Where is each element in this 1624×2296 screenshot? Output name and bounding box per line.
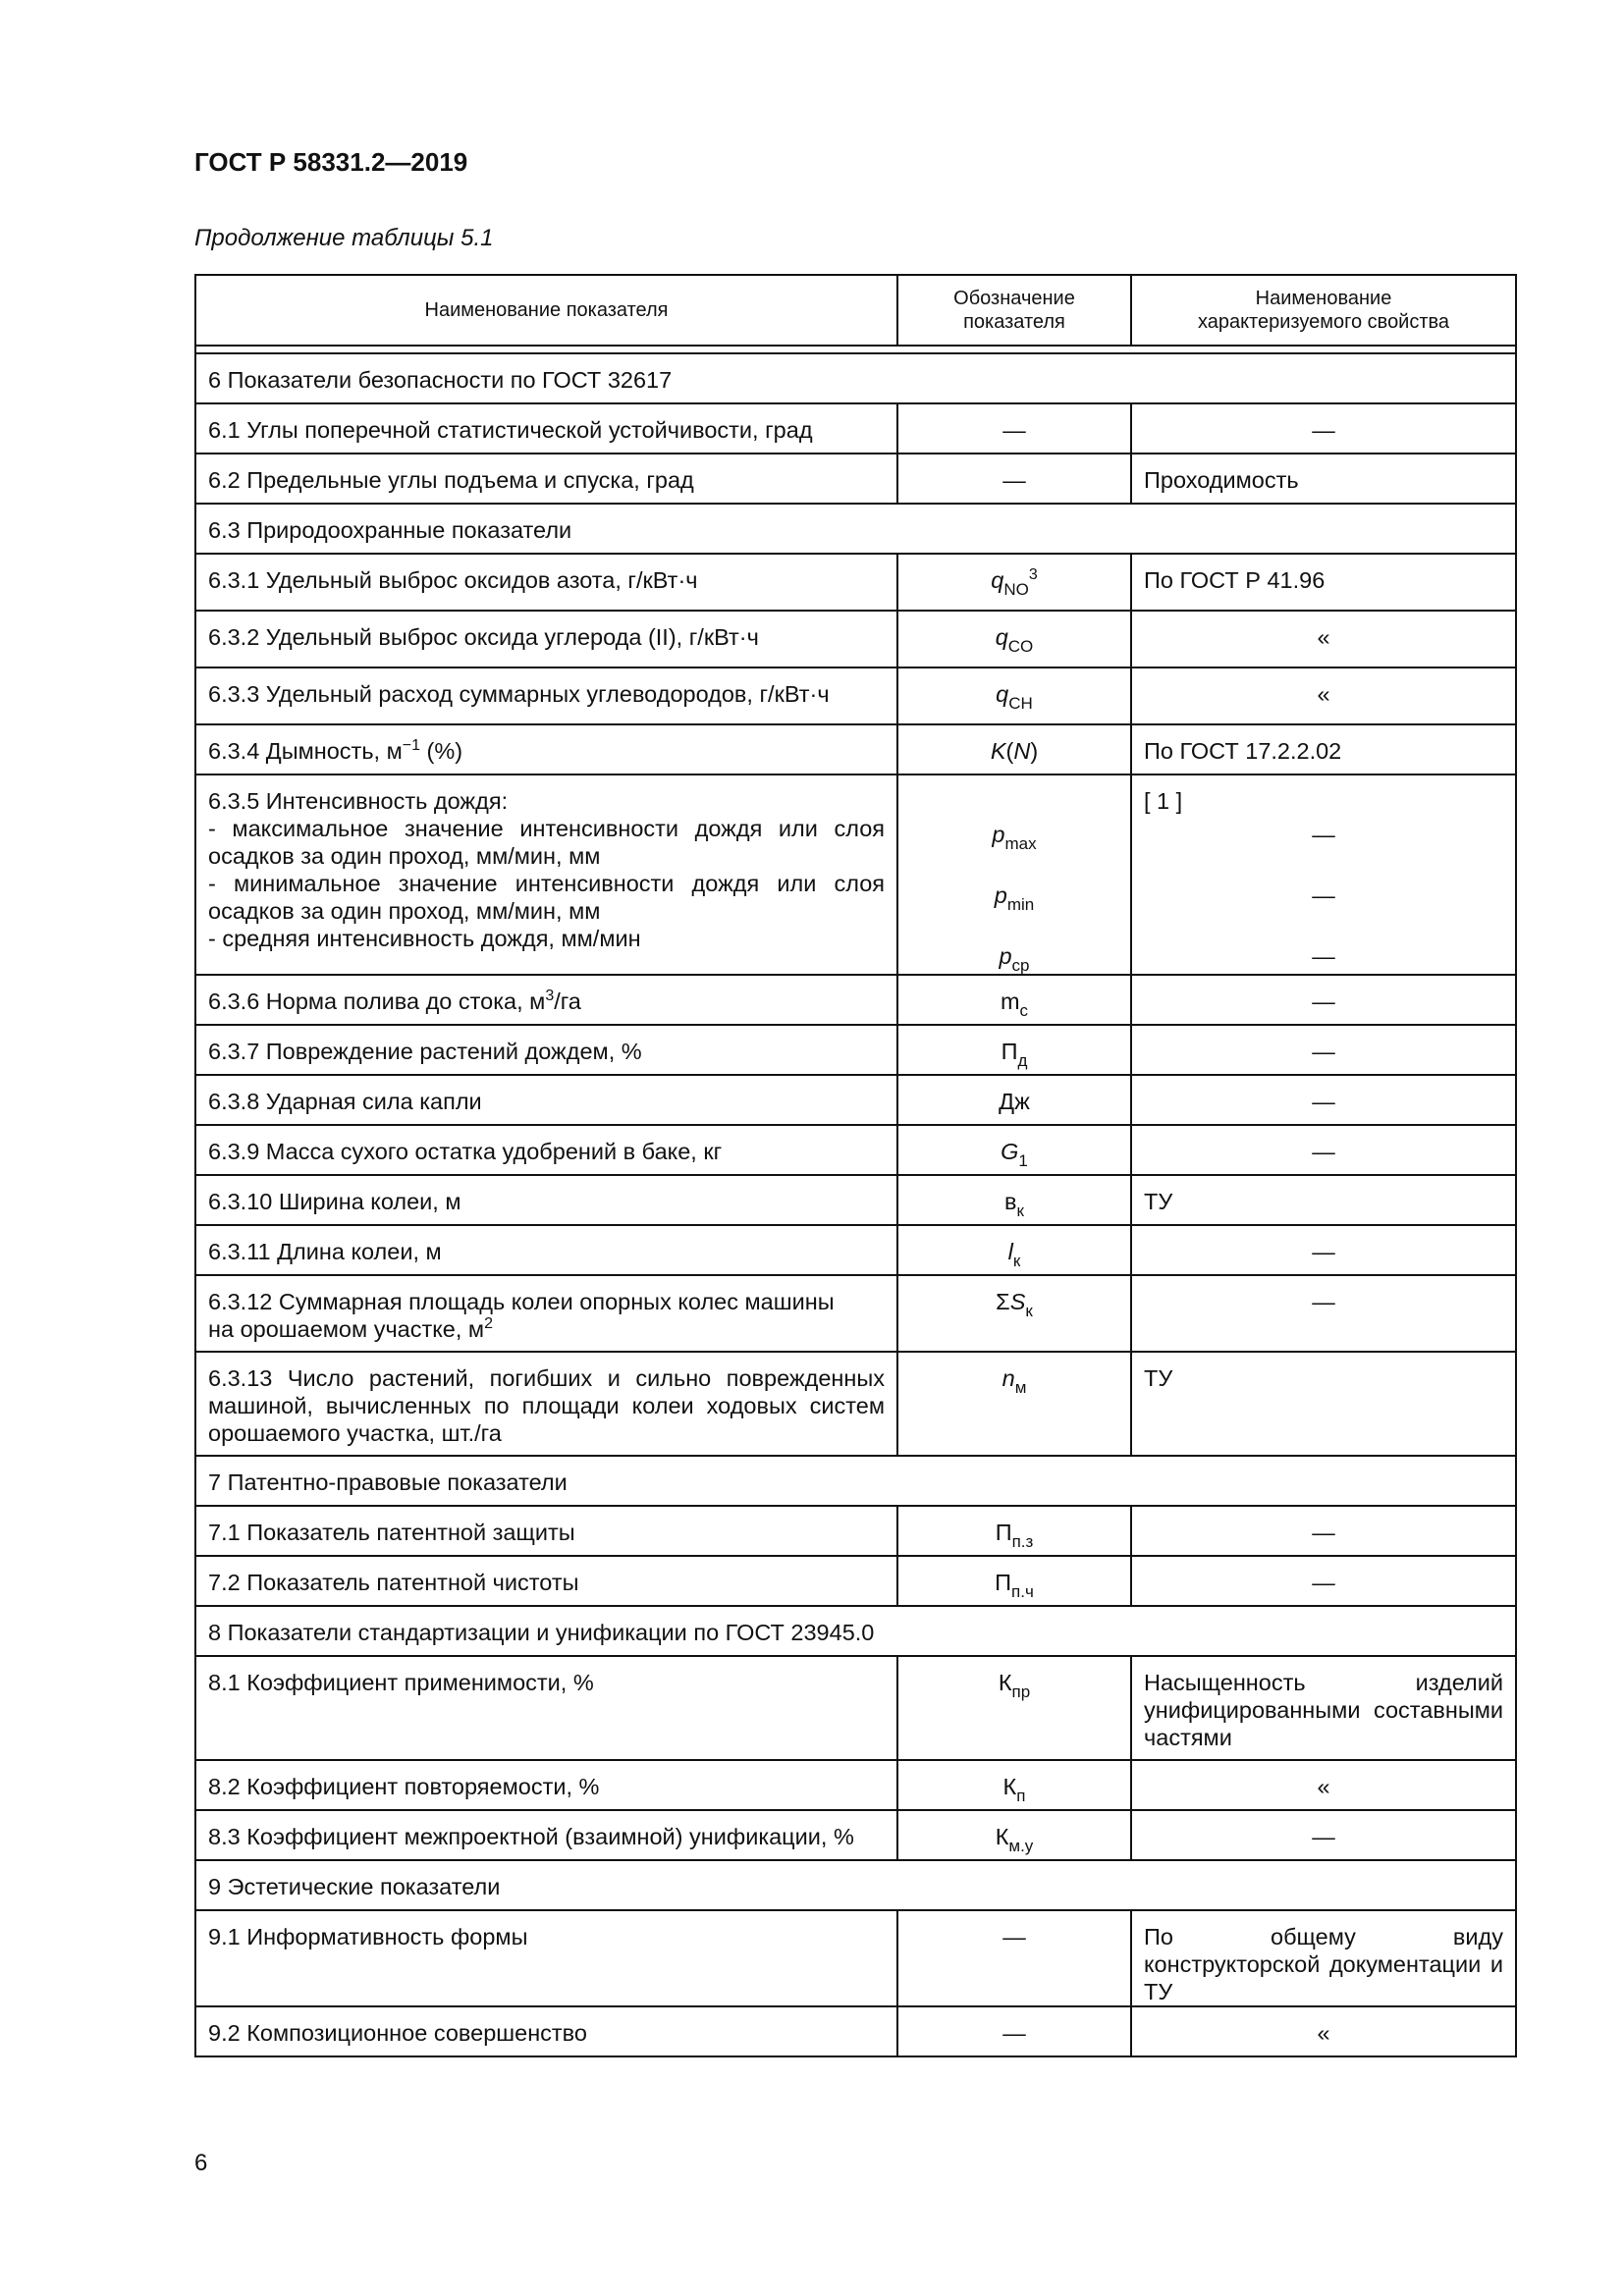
header-separator: [195, 346, 1516, 353]
section-row: 6.3 Природоохранные показатели: [195, 504, 1516, 554]
table-row: 8.1 Коэффициент применимости, % $К_{пр}$ Насыщенность изделий унифицированными составными частями: [195, 1656, 1516, 1760]
table-row: 6.1 Углы поперечной статистической устойчивости, град — —: [195, 403, 1516, 454]
table-row: 6.3.8 Ударная сила капли Дж —: [195, 1075, 1516, 1125]
table-row: 9.1 Информативность формы — По общему виду конструкторской документации и ТУ: [195, 1910, 1516, 2006]
table-row: 7.1 Показатель патентной защиты $П_{п.з}$ —: [195, 1506, 1516, 1556]
page-number: 6: [194, 2150, 208, 2176]
section-row: 7 Патентно-правовые показатели: [195, 1456, 1516, 1506]
column-header-name: Наименование показателя: [195, 275, 897, 346]
table-row: 8.2 Коэффициент повторяемости, % $К_п$ «: [195, 1760, 1516, 1810]
indicators-table: [194, 274, 1517, 2057]
section-row: 8 Показатели стандартизации и унификации по ГОСТ 23945.0: [195, 1606, 1516, 1656]
table-row: 6.3.10 Ширина колеи, м $в_к$ ТУ: [195, 1175, 1516, 1225]
table-row: 9.2 Композиционное совершенство — «: [195, 2006, 1516, 2056]
column-header-symbol: Обозначение показателя: [897, 275, 1131, 346]
table-row: 6.3.7 Повреждение растений дождем, % $П_д$ —: [195, 1025, 1516, 1075]
section-row: 9 Эстетические показатели: [195, 1860, 1516, 1910]
table-row: 6.3.4 Дымность, $м^{-1}$ (%) K(N) По ГОСТ 17.2.2.02: [195, 724, 1516, 774]
table-header-row: [195, 275, 1516, 346]
table-row: 6.2 Предельные углы подъема и спуска, град — Проходимость: [195, 454, 1516, 504]
table-row: 6.3.3 Удельный расход суммарных углеводородов, г/кВт·ч $q_{CH}$ «: [195, 667, 1516, 724]
document-code: ГОСТ Р 58331.2—2019: [194, 147, 468, 177]
column-header-property: Наименование характеризуемого свойства: [1131, 275, 1516, 346]
table-row: 7.2 Показатель патентной чистоты $П_{п.ч}$ —: [195, 1556, 1516, 1606]
table-row: 6.3.9 Масса сухого остатка удобрений в баке, кг $G_1$ —: [195, 1125, 1516, 1175]
table-caption: Продолжение таблицы 5.1: [194, 225, 494, 251]
table-row: 8.3 Коэффициент межпроектной (взаимной) унификации, % $К_{м.у}$ —: [195, 1810, 1516, 1860]
table-row: 6.3.12 Суммарная площадь колеи опорных колес машины на орошаемом участке, $м^2$ $\Sigma S_к$ —: [195, 1275, 1516, 1352]
table-row: 6.3.2 Удельный выброс оксида углерода (II), г/кВт·ч $q_{CO}$ «: [195, 611, 1516, 667]
section-row: 6 Показатели безопасности по ГОСТ 32617: [195, 353, 1516, 403]
table-row: 6.3.6 Норма полива до стока, $м^3/га$ $m_с$ —: [195, 975, 1516, 1025]
table-row: 6.3.11 Длина колеи, м $l_к$ —: [195, 1225, 1516, 1275]
table-row: 6.3.13 Число растений, погибших и сильно поврежденных машиной, вычисленных по площади колеи ходовых систем орошаемого участка, шт./га $n_м$ ТУ: [195, 1352, 1516, 1456]
table-row: 6.3.5 Интенсивность дождя: - максимальное значение интенсивности дождя или слоя осадков за один проход, мм/мин, мм - минимальное значение интенсивности дождя или слоя осадков за один проход, мм/мин, мм - средняя интенсивность дождя, мм/мин $p_{max}$ $p_{min}$ $p_{ср}$ [ 1 ] — — —: [195, 774, 1516, 975]
table-row: 6.3.1 Удельный выброс оксидов азота, г/кВт·ч $q_{NO}^3$ По ГОСТ Р 41.96: [195, 554, 1516, 611]
